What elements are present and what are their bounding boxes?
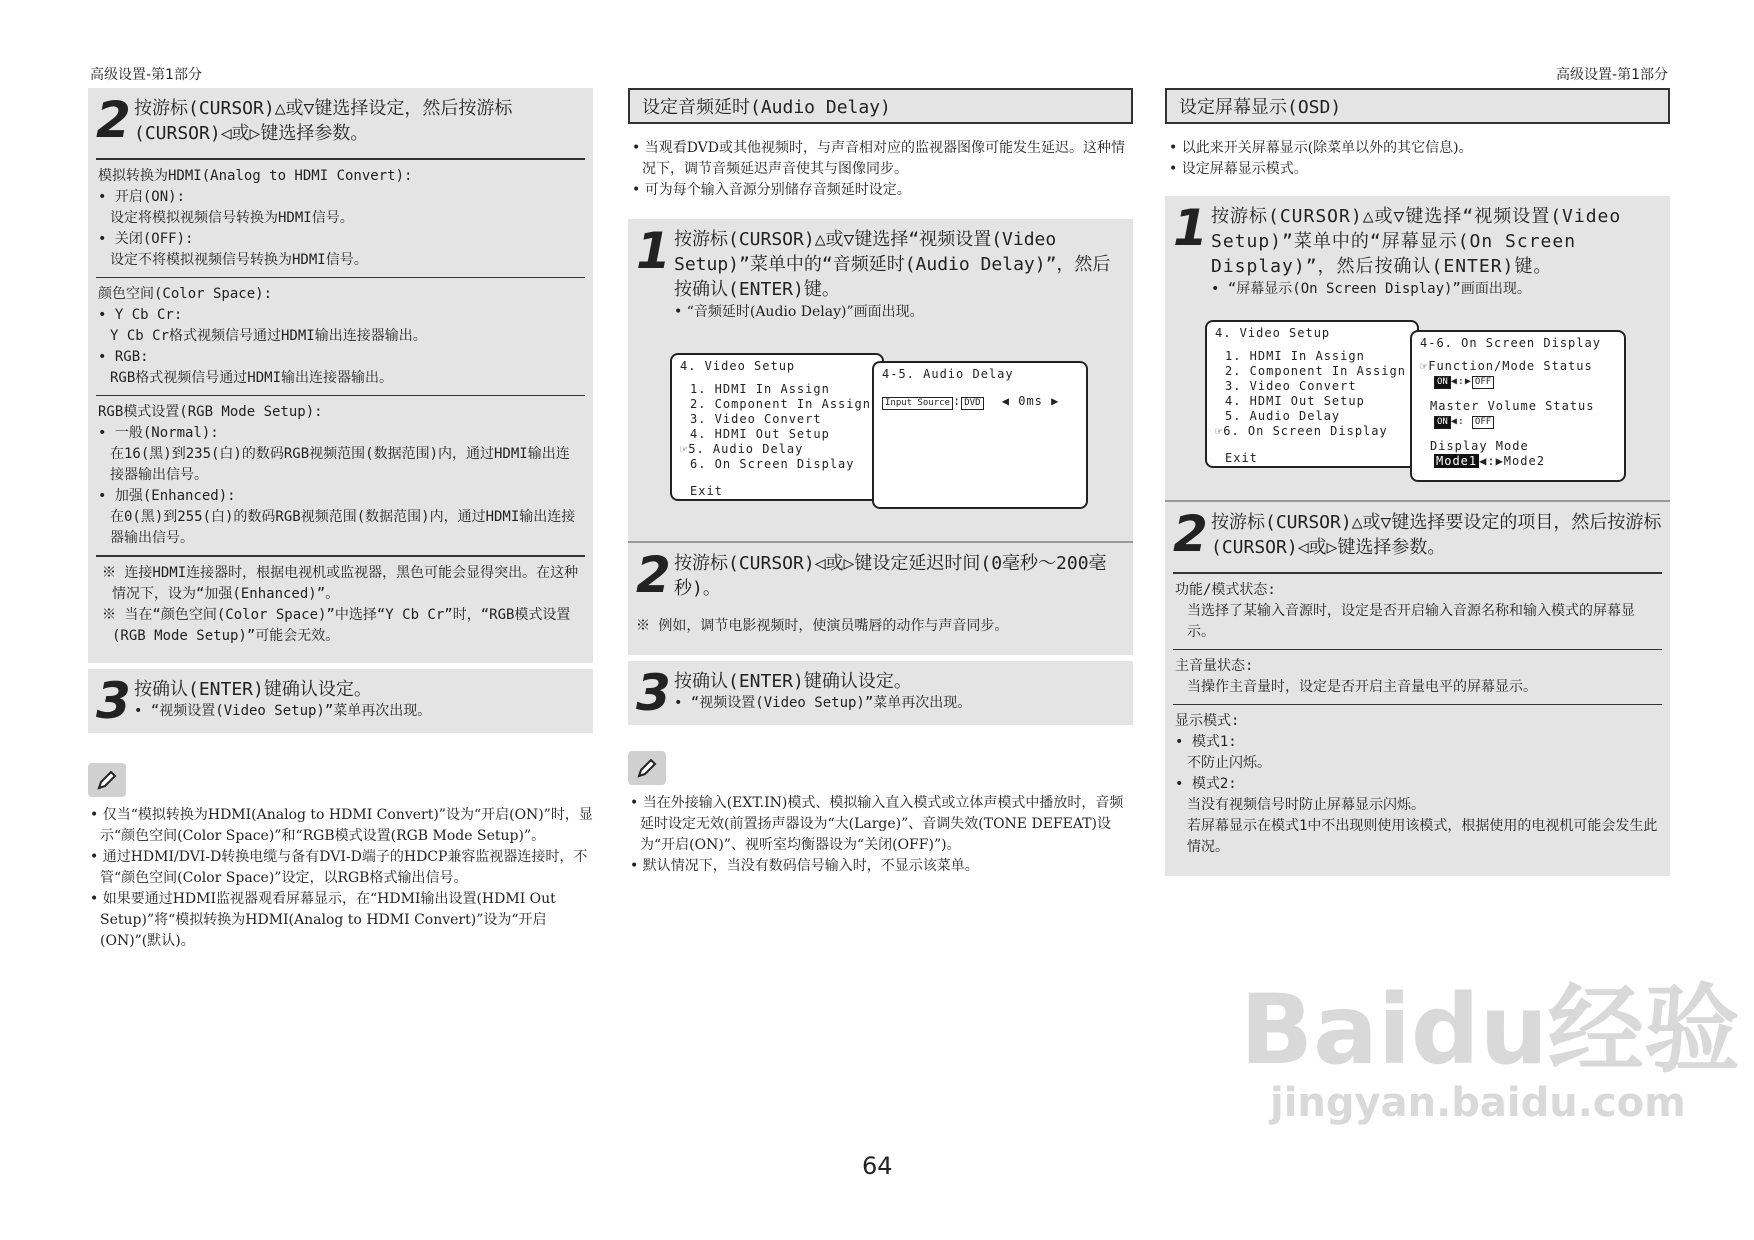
step2-box bbox=[88, 88, 593, 663]
bottom-note: • 默认情况下，当没有数码信号输入时，不显示该菜单。 bbox=[630, 858, 979, 874]
osd-title: 4. Video Setup bbox=[680, 359, 796, 373]
osd-menu-item: 3. Video Convert bbox=[690, 412, 822, 426]
osd-audio-delay-panel: 4-5. Audio Delay Input Source : DVD ◀ 0ms ▶ bbox=[872, 361, 1088, 509]
bottom-note: • 通过HDMI/DVI-D转换电缆与备有DVI-D端子的HDCP兼容监视器连接时，不管“颜色空间(Color Space)”设定，以RGB格式输出信号。 bbox=[90, 849, 588, 886]
osd-title: 4-6. On Screen Display bbox=[1420, 336, 1601, 350]
intro-bullet: • 设定屏幕显示模式。 bbox=[1169, 161, 1308, 177]
option-desc: 在16(黑)到235(白)的数码RGB视频范围(数据范围)内，通过HDMI输出连接器输出信号。 bbox=[110, 446, 570, 483]
option-desc: 不防止闪烁。 bbox=[1187, 755, 1271, 771]
osd-menu-item: 3. Video Convert bbox=[1225, 379, 1357, 393]
step2-box bbox=[1165, 500, 1670, 876]
step1-box bbox=[1165, 196, 1670, 500]
option-label: • 一般(Normal): bbox=[98, 425, 219, 441]
note: ※ 当在“颜色空间(Color Space)”中选择“Y Cb Cr”时，“RGB模式设置(RGB Mode Setup)”可能会无效。 bbox=[102, 607, 571, 644]
master-volume-on: ON bbox=[1434, 416, 1451, 429]
section-title-osd: 设定屏幕显示(OSD) bbox=[1165, 88, 1670, 124]
osd-video-setup-menu bbox=[670, 353, 884, 501]
step-number: 2 bbox=[1173, 505, 1208, 563]
function-mode-on: ON bbox=[1434, 376, 1451, 389]
bottom-note: • 仅当“模拟转换为HDMI(Analog to HDMI Convert)”设为“开启(ON)”时，显示“颜色空间(Color Space)”和“RGB模式设置(RGB Mode Setup)”。 bbox=[90, 807, 593, 844]
display-mode-section bbox=[1173, 704, 1662, 864]
option-label: • 关闭(OFF): bbox=[98, 231, 194, 247]
baidu-watermark bbox=[1240, 974, 1740, 1126]
option-label: • 模式1: bbox=[1175, 734, 1237, 750]
option-desc: 当没有视频信号时防止屏幕显示闪烁。 bbox=[1187, 797, 1425, 813]
step3-text: 按确认(ENTER)键确认设定。 bbox=[674, 671, 912, 692]
column-hdmi-convert bbox=[88, 88, 593, 952]
display-mode-2: ▶Mode2 bbox=[1495, 454, 1545, 468]
section-title: 功能/模式状态: bbox=[1175, 582, 1276, 598]
option-desc: RGB格式视频信号通过HDMI输出连接器输出。 bbox=[110, 370, 393, 386]
section-title: 主音量状态: bbox=[1175, 658, 1254, 674]
option-desc: Y Cb Cr格式视频信号通过HDMI输出连接器输出。 bbox=[110, 328, 427, 344]
analog-to-hdmi-section bbox=[96, 158, 585, 277]
section-title-audio-delay: 设定音频延时(Audio Delay) bbox=[628, 88, 1133, 124]
step1-subtext: • “屏幕显示(On Screen Display)”画面出现。 bbox=[1211, 281, 1531, 297]
step1-text: 按游标(CURSOR)△或▽键选择“视频设置(Video Setup)”菜单中的“屏幕显示(On Screen Display)”，然后按确认(ENTER)键。 bbox=[1211, 206, 1622, 277]
step2-text: 按游标(CURSOR)△或▽键选择要设定的项目，然后按游标(CURSOR)◁或▷键选择参数。 bbox=[1211, 512, 1662, 558]
option-desc: 若屏幕显示在模式1中不出现则使用该模式，根据使用的电视机可能会发生此情况。 bbox=[1187, 818, 1658, 855]
notes-section bbox=[96, 555, 585, 653]
osd-title: 4. Video Setup bbox=[1215, 326, 1331, 340]
option-label: • RGB: bbox=[98, 349, 149, 365]
option-desc: 在0(黑)到255(白)的数码RGB视频范围(数据范围)内，通过HDMI输出连接器输出信号。 bbox=[110, 509, 576, 546]
option-label: • Y Cb Cr: bbox=[98, 307, 183, 323]
function-mode-label: ☞Function/Mode Status bbox=[1420, 359, 1593, 373]
section-title: 显示模式: bbox=[1175, 713, 1240, 729]
master-volume-label: Master Volume Status bbox=[1430, 399, 1595, 413]
osd-menu-item-selected: ☞6. On Screen Display bbox=[1215, 424, 1388, 438]
page-number: 64 bbox=[862, 1152, 893, 1180]
bottom-note: • 当在外接输入(EXT.IN)模式、模拟输入直入模式或立体声模式中播放时，音频延时设定无效(前置扬声器设为“大(Large)”、音调失效(TONE DEFEAT)设为“开启(ON)”、视听室均衡器设为“关闭(OFF)”)。 bbox=[630, 795, 1124, 853]
step-number: 1 bbox=[636, 222, 671, 280]
section-title: RGB模式设置(RGB Mode Setup): bbox=[98, 404, 323, 420]
master-volume-section bbox=[1173, 649, 1662, 704]
intro-bullet: • 以此来开关屏幕显示(除菜单以外的其它信息)。 bbox=[1169, 140, 1473, 156]
osd-menu-item: 2. Component In Assign bbox=[690, 397, 871, 411]
osd-title: 4-5. Audio Delay bbox=[882, 367, 1014, 381]
intro-bullet: • 可为每个输入音源分别储存音频延时设定。 bbox=[632, 182, 911, 198]
section-desc: 当选择了某输入音源时，设定是否开启输入音源名称和输入模式的屏幕显示。 bbox=[1187, 603, 1635, 640]
option-label: • 模式2: bbox=[1175, 776, 1237, 792]
osd-menu-item: 1. HDMI In Assign bbox=[690, 382, 830, 396]
color-space-section bbox=[96, 277, 585, 395]
osd-menu-item-selected: ☞5. Audio Delay bbox=[680, 442, 804, 456]
function-mode-off: OFF bbox=[1472, 376, 1494, 389]
step-number: 3 bbox=[636, 664, 671, 722]
step-number: 3 bbox=[96, 672, 131, 730]
step3-box bbox=[88, 669, 593, 733]
osd-menu-item: 6. On Screen Display bbox=[690, 457, 855, 471]
option-desc: 设定将模拟视频信号转换为HDMI信号。 bbox=[110, 210, 354, 226]
osd-menu-item: 5. Audio Delay bbox=[1225, 409, 1341, 423]
delay-value: ◀ 0ms ▶ bbox=[1001, 394, 1060, 408]
step-number: 1 bbox=[1173, 199, 1208, 257]
step2-text: 按游标(CURSOR)△或▽键选择设定，然后按游标(CURSOR)◁或▷键选择参数。 bbox=[134, 98, 513, 144]
step3-subtext: • “视频设置(Video Setup)”菜单再次出现。 bbox=[134, 703, 432, 719]
header-right: 高级设置-第1部分 bbox=[1556, 67, 1668, 83]
osd-exit: Exit bbox=[1225, 451, 1258, 465]
osd-video-setup-menu bbox=[1205, 320, 1419, 468]
osd-menu-item: 4. HDMI Out Setup bbox=[1225, 394, 1365, 408]
section-desc: 当操作主音量时，设定是否开启主音量电平的屏幕显示。 bbox=[1187, 679, 1537, 695]
column-osd bbox=[1165, 88, 1670, 876]
display-mode-1: Mode1 bbox=[1436, 454, 1478, 468]
step1-box bbox=[628, 219, 1133, 541]
step2-text: 按游标(CURSOR)◁或▷键设定延迟时间(0毫秒～200毫秒)。 bbox=[674, 553, 1107, 599]
step3-box bbox=[628, 661, 1133, 725]
step-number: 2 bbox=[96, 91, 131, 149]
osd-exit: Exit bbox=[690, 484, 723, 498]
column-audio-delay bbox=[628, 88, 1133, 877]
header-left: 高级设置-第1部分 bbox=[90, 67, 202, 83]
step1-text: 按游标(CURSOR)△或▽键选择“视频设置(Video Setup)”菜单中的“音频延时(Audio Delay)”，然后按确认(ENTER)键。 bbox=[674, 229, 1111, 300]
watermark-brand: Baidu经验 bbox=[1240, 974, 1740, 1086]
option-desc: 设定不将模拟视频信号转换为HDMI信号。 bbox=[110, 252, 368, 268]
option-label: • 加强(Enhanced): bbox=[98, 488, 236, 504]
step-number: 2 bbox=[636, 546, 671, 604]
osd-menu-item: 1. HDMI In Assign bbox=[1225, 349, 1365, 363]
section-title: 颜色空间(Color Space): bbox=[98, 286, 273, 302]
display-mode-label: Display Mode bbox=[1430, 439, 1529, 453]
option-label: • 开启(ON): bbox=[98, 189, 186, 205]
input-source-value: DVD bbox=[961, 397, 983, 410]
section-title: 模拟转换为HDMI(Analog to HDMI Convert): bbox=[98, 168, 413, 184]
note: ※ 连接HDMI连接器时，根据电视机或监视器，黑色可能会显得突出。在这种情况下，设为“加强(Enhanced)”。 bbox=[102, 565, 579, 602]
osd-menu-item: 2. Component In Assign bbox=[1225, 364, 1406, 378]
osd-menu-item: 4. HDMI Out Setup bbox=[690, 427, 830, 441]
step2-box bbox=[628, 541, 1133, 655]
rgb-mode-section bbox=[96, 395, 585, 555]
step1-subtext: • “音频延时(Audio Delay)”画面出现。 bbox=[674, 304, 924, 320]
function-mode-section bbox=[1173, 572, 1662, 649]
watermark-url: jingyan.baidu.com bbox=[1270, 1080, 1686, 1126]
pencil-icon bbox=[628, 751, 666, 785]
osd-on-screen-display-panel: 4-6. On Screen Display ☞Function/Mode Status ON ◀:▶ OFF Master Volume Status ON ◀: OFF Display Mode Mode1 ◀:▶Mode2 bbox=[1410, 330, 1626, 482]
step3-subtext: • “视频设置(Video Setup)”菜单再次出现。 bbox=[674, 695, 972, 711]
intro-bullet: • 当观看DVD或其他视频时，与声音相对应的监视器图像可能发生延迟。这种情况下，调节音频延迟声音使其与图像同步。 bbox=[632, 140, 1126, 177]
input-source-label: Input Source bbox=[882, 397, 953, 410]
pencil-icon bbox=[88, 763, 126, 797]
note: ※ 例如，调节电影视频时，使演员嘴唇的动作与声音同步。 bbox=[636, 618, 1009, 634]
bottom-note: • 如果要通过HDMI监视器观看屏幕显示，在“HDMI输出设置(HDMI Out Setup)”将“模拟转换为HDMI(Analog to HDMI Convert)”设为“开启(ON)”(默认)。 bbox=[90, 891, 556, 949]
master-volume-off: OFF bbox=[1472, 416, 1494, 429]
step3-text: 按确认(ENTER)键确认设定。 bbox=[134, 679, 372, 700]
